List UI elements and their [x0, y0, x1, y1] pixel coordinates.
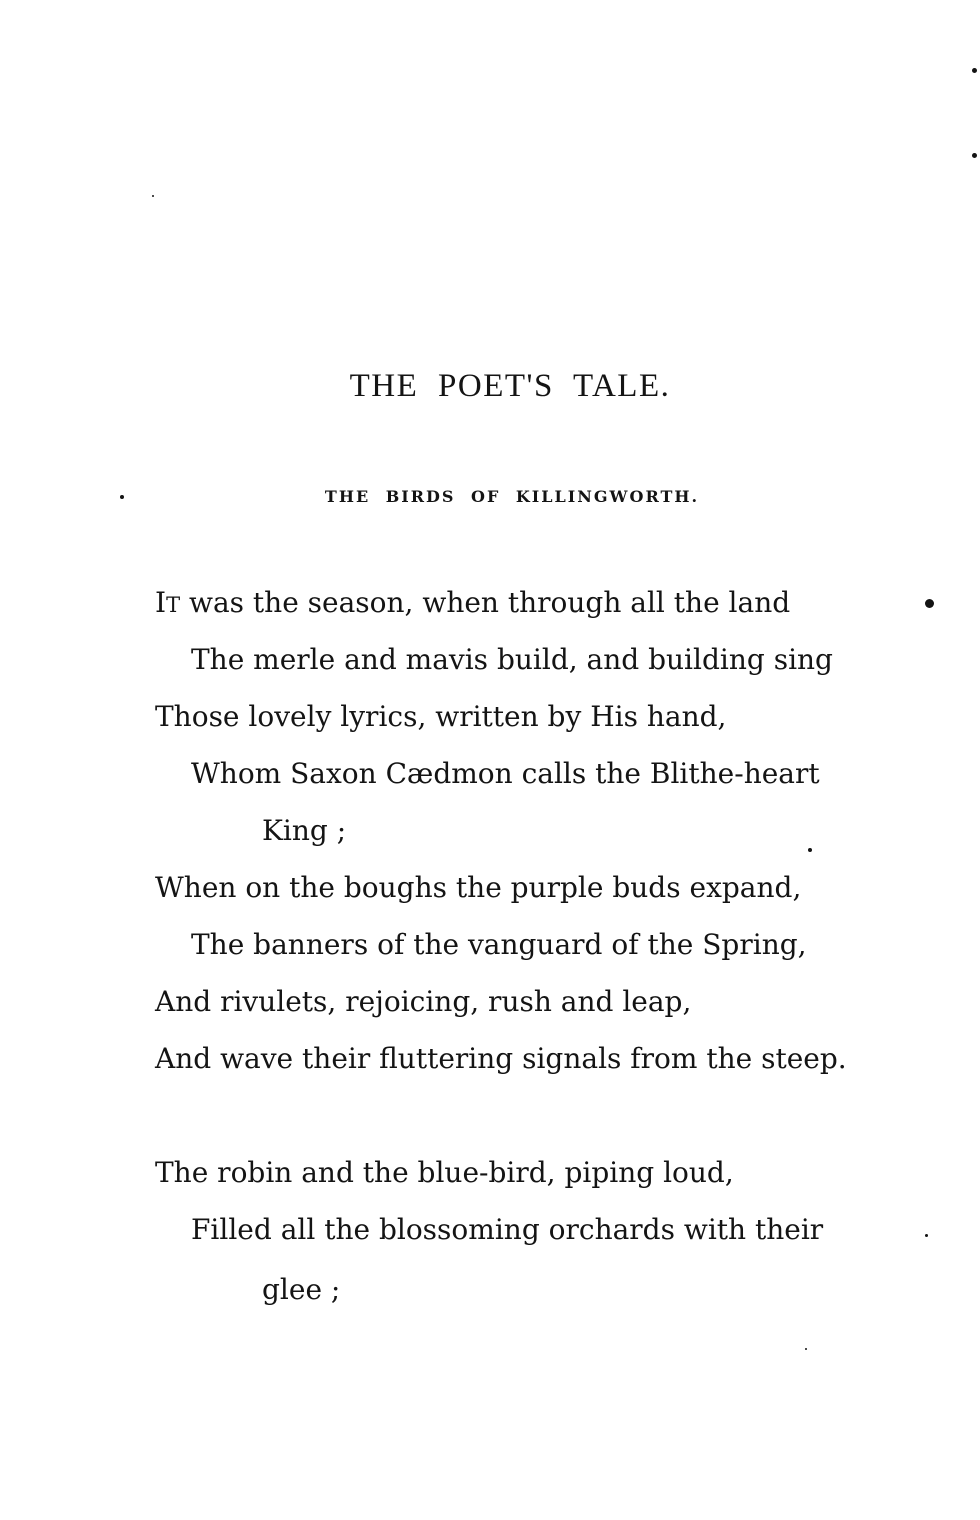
poem-line-6: When on the boughs the purple buds expand, [155, 871, 802, 904]
scan-speck [925, 599, 934, 608]
poem-line-12: glee ; [262, 1273, 341, 1306]
poem-line-11: Filled all the blossoming orchards with their [191, 1213, 824, 1246]
scan-speck [805, 1348, 807, 1350]
poem-line-1 [155, 585, 790, 623]
scan-speck [120, 495, 124, 499]
drop-initial: I [155, 586, 167, 619]
scan-speck [152, 195, 154, 197]
poem-line-7: The banners of the vanguard of the Spring, [191, 928, 807, 961]
poem-line-2: The merle and mavis build, and building sing [191, 643, 833, 676]
poem-subtitle: THE BIRDS OF KILLINGWORTH. [324, 487, 700, 506]
poem-line-5: King ; [262, 814, 347, 847]
scan-speck [808, 848, 812, 852]
poem-line-3: Those lovely lyrics, written by His hand, [155, 700, 727, 733]
scan-speck [972, 153, 977, 158]
poem-line-1-text: was the season, when through all the land [180, 586, 791, 619]
poem-line-4: Whom Saxon Cædmon calls the Blithe-heart [191, 757, 820, 790]
poem-line-8: And rivulets, rejoicing, rush and leap, [155, 985, 692, 1018]
scan-speck [972, 68, 977, 73]
poem-line-9: And wave their fluttering signals from the steep. [155, 1042, 847, 1075]
scan-speck [925, 1234, 928, 1237]
page-title: THE POET'S TALE. [349, 368, 671, 404]
small-caps-rest: T [166, 593, 181, 617]
poem-line-10: The robin and the blue-bird, piping loud, [155, 1156, 734, 1189]
